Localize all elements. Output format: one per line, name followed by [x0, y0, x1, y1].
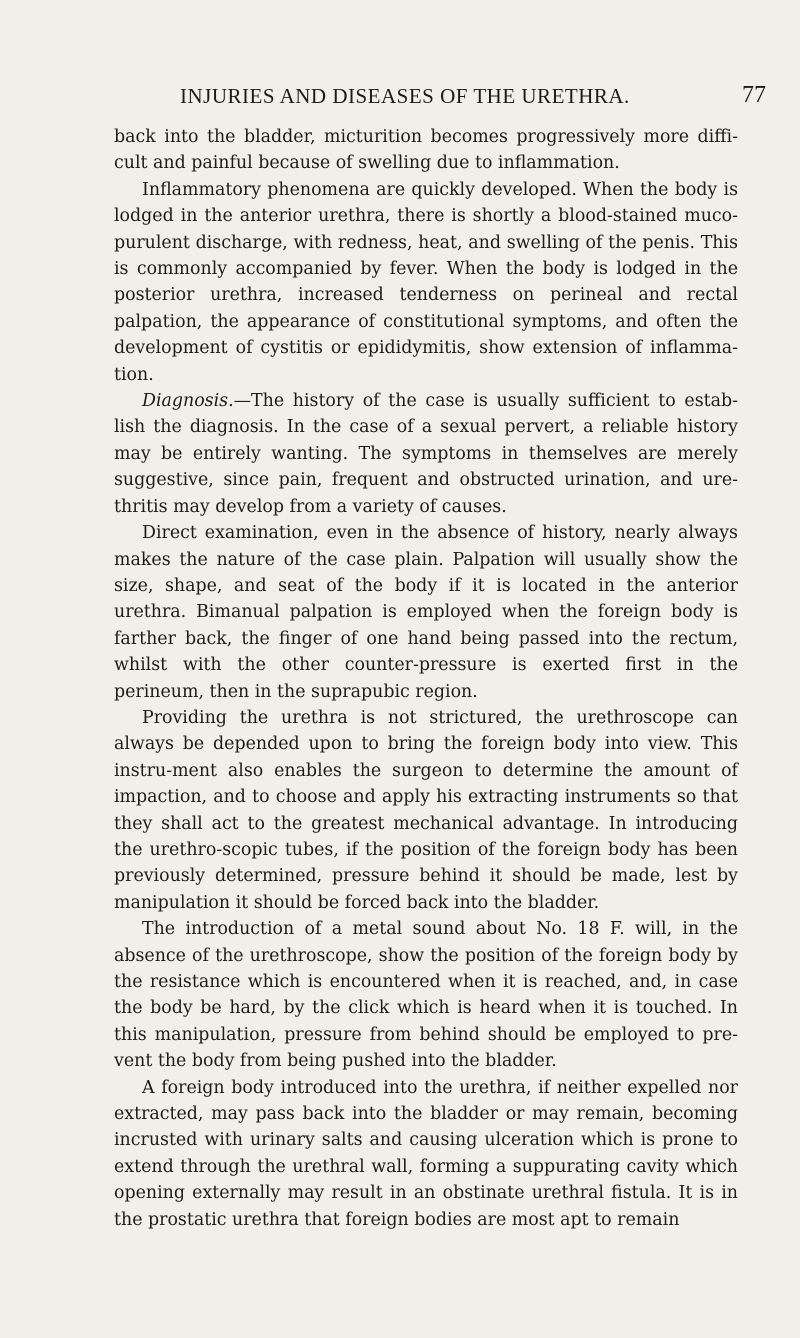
paragraph-2: Inflammatory phenomena are quickly developed. When the body is lodged in the anterior urethra, there is shortly a blood-stained muco-purulent discharge, with redness, heat, and swelling of the penis. This is commonly accompanied by fever. When the body is lodged in the posterior urethra, increased tenderness on perineal and rectal palpation, the appearance of constitutional symptoms, and often the development of cystitis or epididymitis, show extension of inflamma-tion. [114, 179, 738, 385]
paragraph-7: A foreign body introduced into the urethra, if neither expelled nor extracted, may pass back into the bladder or may remain, becoming incrusted with urinary salts and causing ulceration which is prone to extend through the urethral wall, forming a suppurating cavity which opening externally may result in an obstinate urethral fistula. It is in the prostatic urethra that foreign bodies are most apt to remain [114, 1077, 738, 1230]
paragraph-6: The introduction of a metal sound about No. 18 F. will, in the absence of the urethroscope, show the position of the foreign body by the resistance which is encountered when it is reached, and, in case the body be hard, by the click which is heard when it is touched. In this manipulation, pressure from behind should be employed to pre-vent the body from being pushed into the bladder. [114, 919, 738, 1072]
paragraph-3 [114, 388, 738, 520]
running-title: INJURIES AND DISEASES OF THE URETHRA. [180, 84, 630, 108]
diagnosis-heading: Diagnosis. [142, 391, 234, 412]
paragraph-5: Providing the urethra is not strictured, the urethroscope can always be depended upon to bring the foreign body into view. This instru-ment also enables the surgeon to determine the amount of impaction, and to choose and apply his extracting instruments so that they shall act to the greatest mechanical advantage. In introducing the urethro-scopic tubes, if the position of the foreign body has been previously determined, pressure behind it should be made, lest by manipulation it should be forced back into the bladder. [114, 707, 738, 913]
paragraph-4: Direct examination, even in the absence of history, nearly always makes the nature of the case plain. Palpation will usually show the size, shape, and seat of the body if it is located in the anterior urethra. Bimanual palpation is employed when the foreign body is farther back, the finger of one hand being passed into the rectum, whilst with the other counter-pressure is exerted first in the perineum, then in the suprapubic region. [114, 523, 738, 702]
paragraph-3-text: —The history of the case is usually sufficient to estab-lish the diagnosis. In the case of a sexual pervert, a reliable history may be entirely wanting. The symptoms in themselves are merely suggestive, since pain, frequent and obstructed urination, and ure-thritis may develop from a variety of causes. [114, 391, 738, 517]
body-text [114, 124, 738, 1233]
paragraph-1: back into the bladder, micturition becomes progressively more diffi-cult and painful because of swelling due to inflammation. [114, 127, 738, 174]
page-number: 77 [742, 82, 766, 108]
